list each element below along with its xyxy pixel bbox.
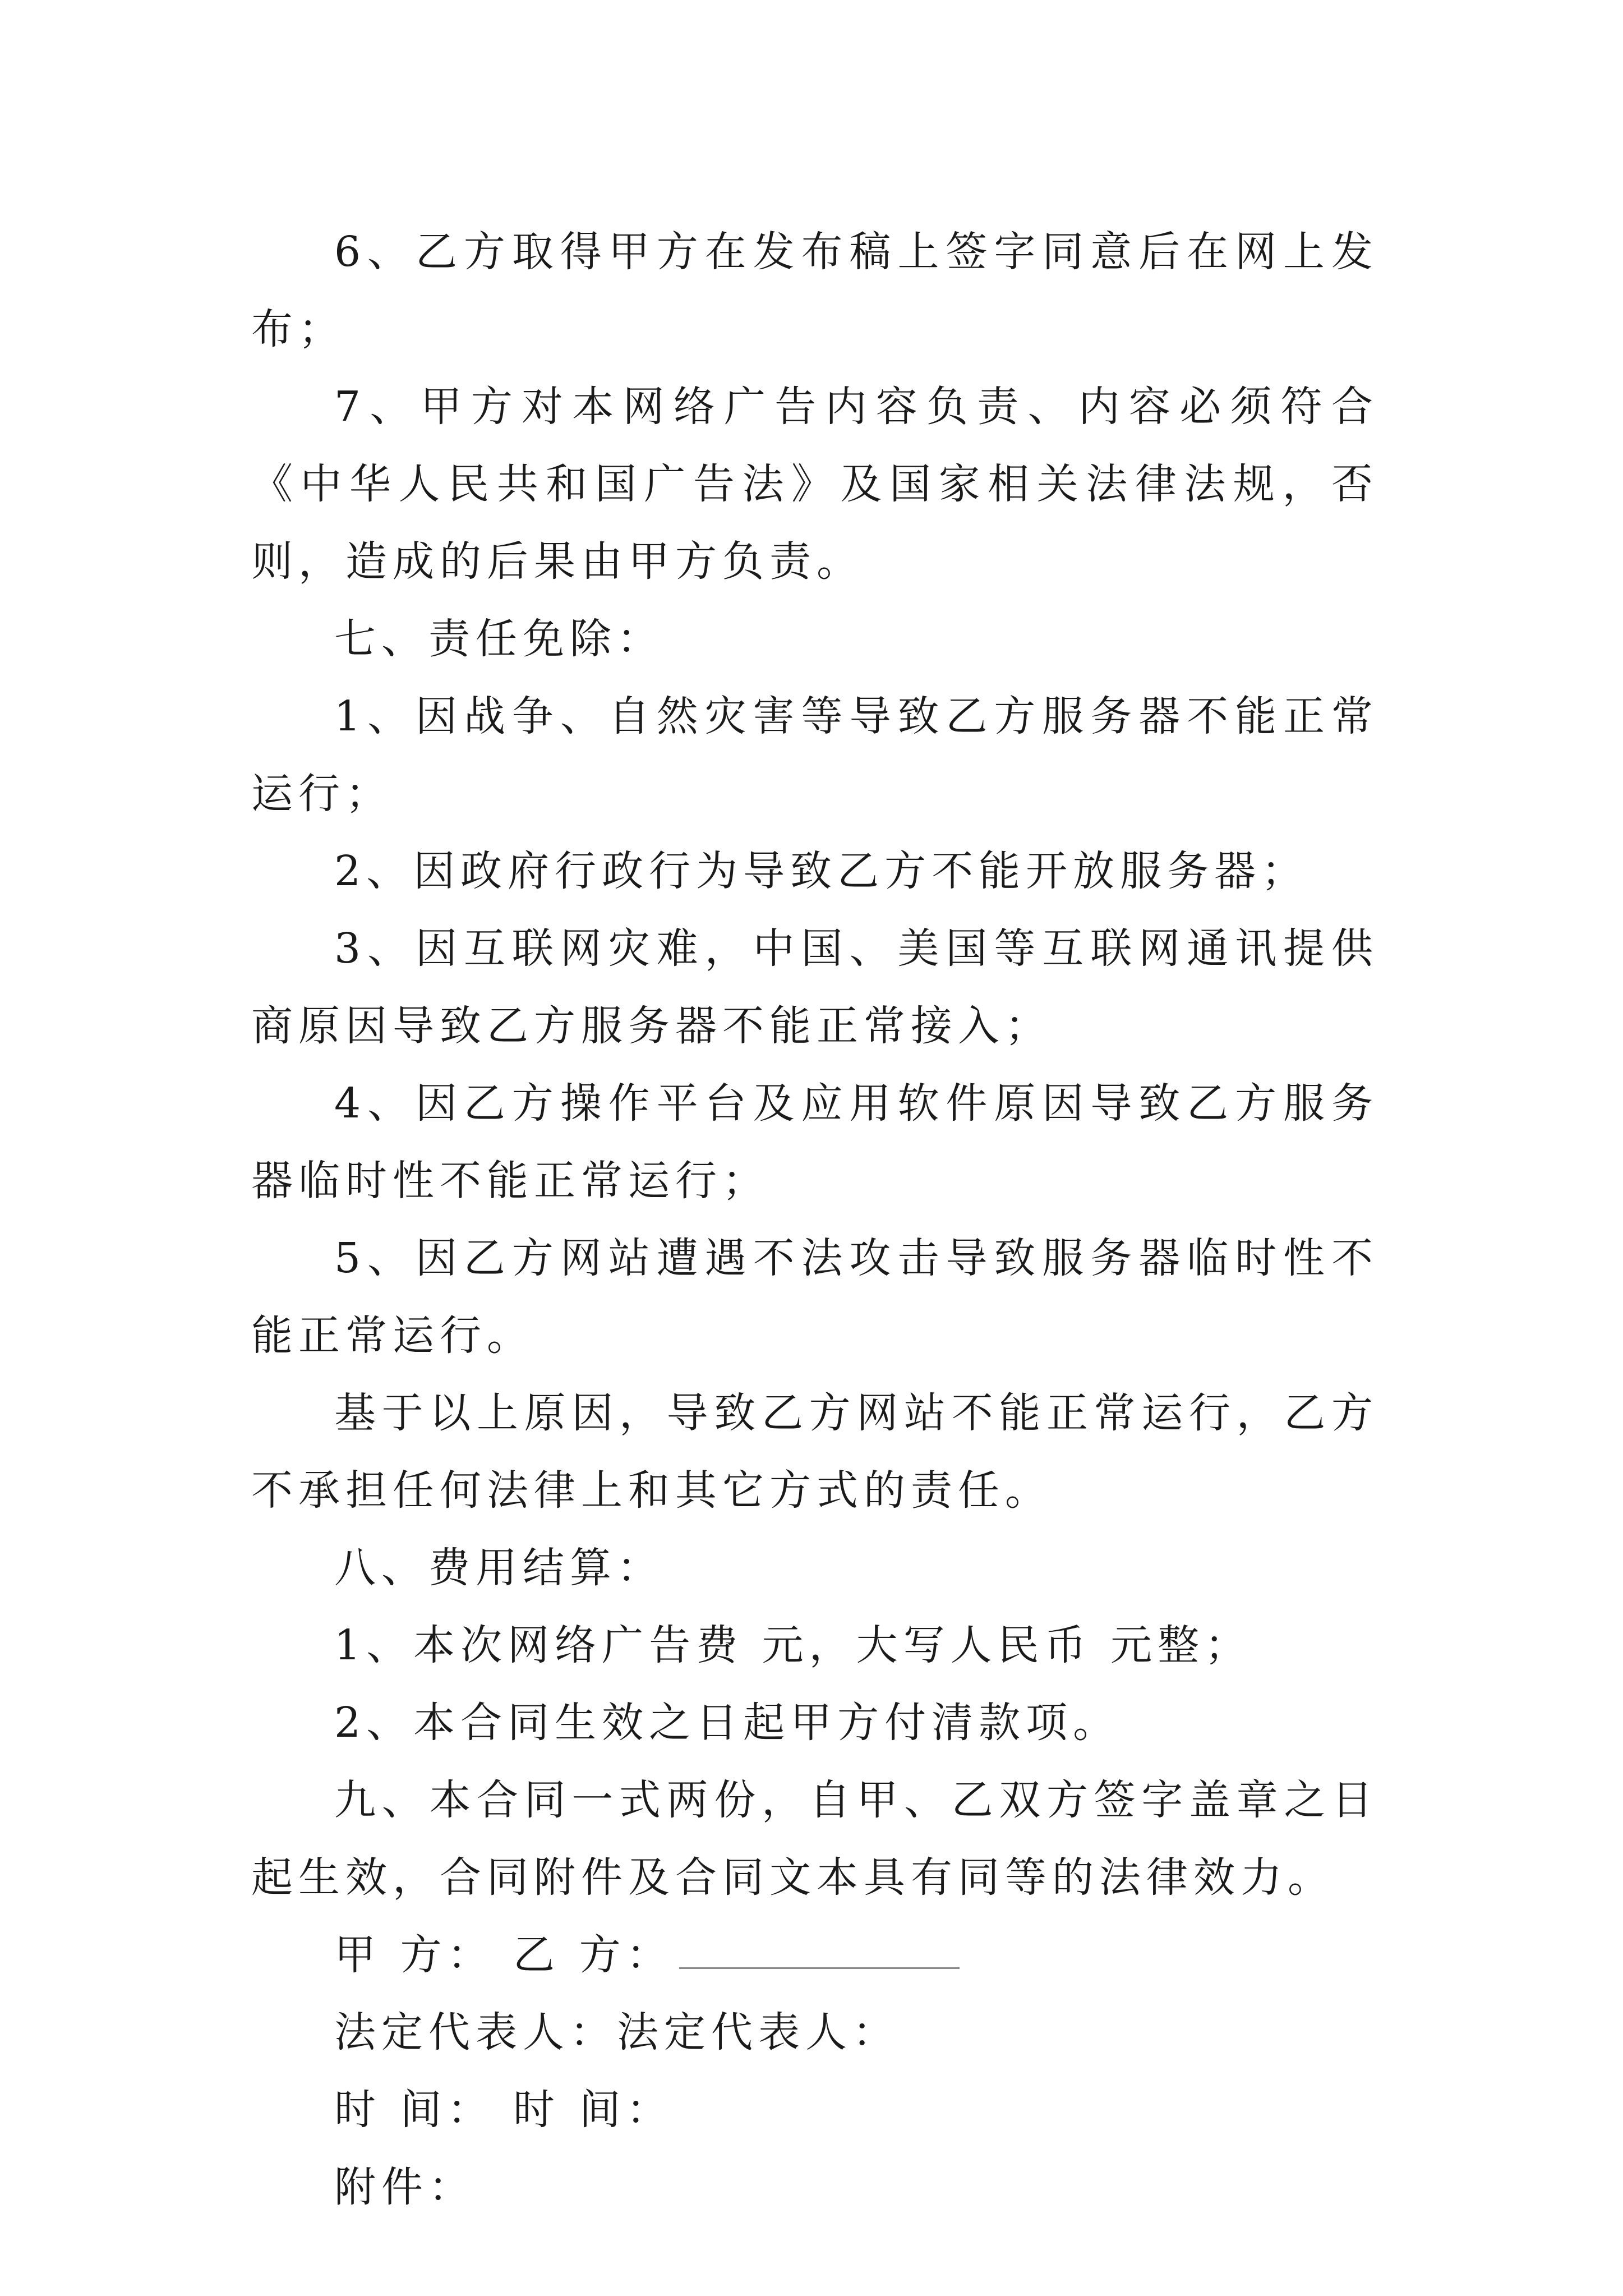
signature-representative-line: 法定代表人：法定代表人： xyxy=(334,2008,900,2056)
fee-item-1: 1、本次网络广告费 元，大写人民币 元整； xyxy=(334,1621,1252,1669)
signature-party-line xyxy=(251,1916,1378,1994)
exemption-item-3: 3、因互联网灾难，中国、美国等互联网通讯提供商原因导致乙方服务器不能正常接入； xyxy=(251,924,1378,1050)
clause-6-publish: 6、乙方取得甲方在发布稿上签字同意后在网上发布； xyxy=(251,228,1378,353)
fee-item-2: 2、本合同生效之日起甲方付清款项。 xyxy=(334,1699,1121,1747)
section-8-heading: 八、费用结算： xyxy=(334,1544,664,1592)
party-b-signature-blank[interactable] xyxy=(679,1934,960,1969)
section-9-effectiveness: 九、本合同一式两份，自甲、乙双方签字盖章之日起生效，合同附件及合同文本具有同等的法律效力。 xyxy=(251,1776,1378,1902)
clause-7-content-responsibility: 7、甲方对本网络广告内容负责、内容必须符合《中华人民共和国广告法》及国家相关法律法规，否则，造成的后果由甲方负责。 xyxy=(251,383,1378,586)
exemption-item-5: 5、因乙方网站遭遇不法攻击导致服务器临时性不能正常运行。 xyxy=(251,1234,1378,1360)
document-body xyxy=(251,213,1378,2226)
party-labels: 甲 方： 乙 方： xyxy=(334,1931,674,1979)
exemption-item-1: 1、因战争、自然灾害等导致乙方服务器不能正常运行； xyxy=(251,692,1378,818)
attachment-line: 附件： xyxy=(334,2163,476,2211)
signature-time-line: 时 间： 时 间： xyxy=(334,2086,674,2134)
exemption-summary: 基于以上原因，导致乙方网站不能正常运行，乙方不承担任何法律上和其它方式的责任。 xyxy=(251,1389,1378,1515)
exemption-item-4: 4、因乙方操作平台及应用软件原因导致乙方服务器临时性不能正常运行； xyxy=(251,1079,1378,1205)
section-7-heading: 七、责任免除： xyxy=(334,615,664,663)
exemption-item-2: 2、因政府行政行为导致乙方不能开放服务器； xyxy=(334,847,1309,895)
